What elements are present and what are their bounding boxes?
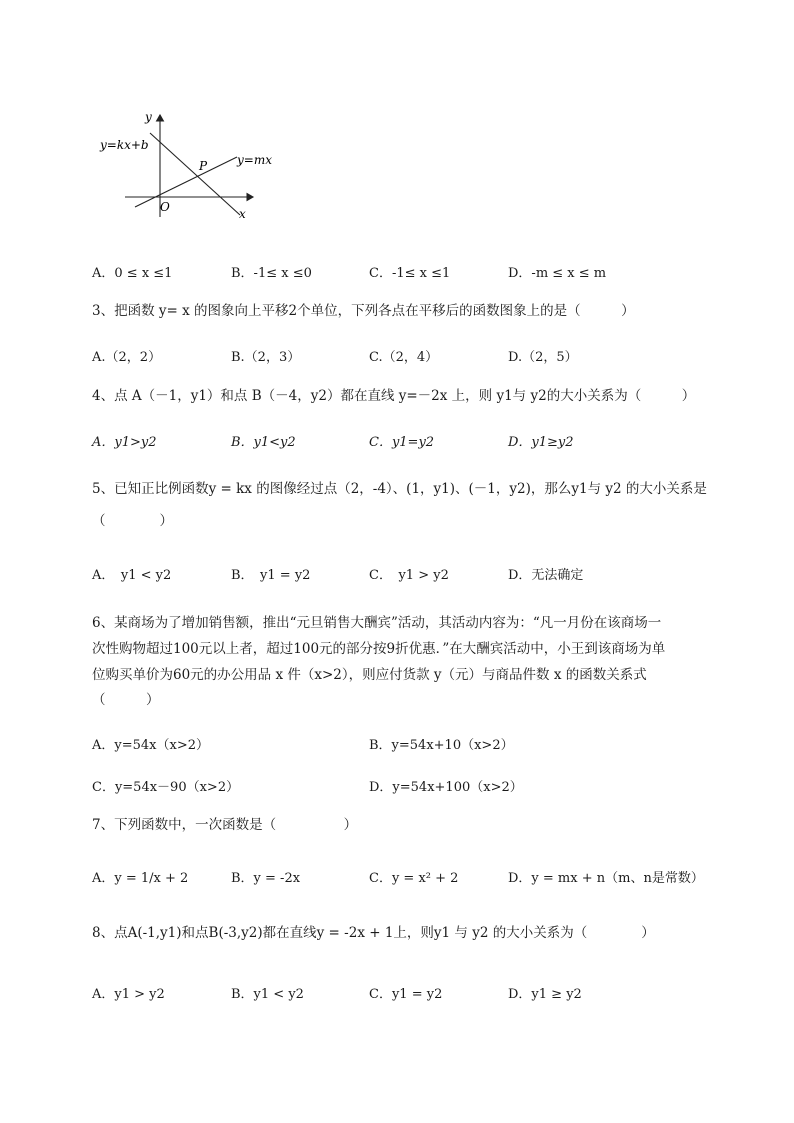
q3-option-b[interactable]: B.（2，3） bbox=[231, 350, 301, 365]
q4-option-a[interactable]: A．y1>y2 bbox=[92, 435, 157, 450]
q7-option-d[interactable]: D．y = mx + n（m、n是常数） bbox=[508, 871, 704, 886]
q6-option-d[interactable]: D．y=54x+100（x>2） bbox=[369, 780, 523, 795]
q8-option-a[interactable]: A．y1 > y2 bbox=[92, 987, 165, 1002]
q6-options-row2 bbox=[92, 776, 742, 798]
x-axis-label: x bbox=[239, 207, 246, 221]
point-p-label: P bbox=[199, 159, 208, 173]
line-mx bbox=[135, 157, 237, 207]
q6-options-row1 bbox=[92, 734, 742, 756]
q3-stem: 3、把函数 y= x 的图象向上平移2个单位，下列各点在平移后的函数图象上的是（ ） bbox=[92, 303, 635, 319]
q7-option-c[interactable]: C．y = x² + 2 bbox=[369, 871, 459, 886]
q8-option-d[interactable]: D．y1 ≥ y2 bbox=[508, 987, 582, 1002]
q3-option-a[interactable]: A.（2，2） bbox=[92, 350, 162, 365]
q5-option-c[interactable]: C． y1 > y2 bbox=[369, 568, 449, 583]
y-axis-label: y bbox=[145, 110, 152, 124]
q5-stem: 5、已知正比例函数y = kx 的图像经过点（2，-4）、(1，y1)、(－1，y2)，那么y1与 y2 的大小关系是 bbox=[92, 481, 707, 497]
q2-option-b[interactable]: B．-1≤ x ≤0 bbox=[231, 266, 312, 281]
q8-option-b[interactable]: B．y1 < y2 bbox=[231, 987, 304, 1002]
q4-option-b[interactable]: B．y1<y2 bbox=[231, 435, 296, 450]
q5-option-a[interactable]: A． y1 < y2 bbox=[92, 568, 172, 583]
q7-stem: 7、下列函数中，一次函数是（ ） bbox=[92, 817, 358, 833]
line1-label: y=kx+b bbox=[100, 138, 149, 152]
q7-option-a[interactable]: A．y = 1/x + 2 bbox=[92, 871, 189, 886]
line2-label: y=mx bbox=[237, 153, 272, 167]
q2-option-d[interactable]: D．-m ≤ x ≤ m bbox=[508, 266, 607, 281]
q4-options bbox=[92, 431, 742, 453]
q6-answer-paren: （ ） bbox=[92, 692, 160, 708]
q2-options bbox=[92, 262, 742, 284]
q4-option-d[interactable]: D．y1≥y2 bbox=[508, 435, 574, 450]
q8-options bbox=[92, 983, 742, 1005]
q5-options bbox=[92, 564, 742, 586]
q8-option-c[interactable]: C．y1 = y2 bbox=[369, 987, 443, 1002]
q6-option-b[interactable]: B．y=54x+10（x>2） bbox=[369, 738, 514, 753]
q6-line-2: 次性购物超过100元以上者，超过100元的部分按9折优惠．”在大酬宾活动中，小王到该商场为单 bbox=[92, 641, 666, 657]
q7-option-b[interactable]: B．y = -2x bbox=[231, 871, 301, 886]
q5-option-d[interactable]: D．无法确定 bbox=[508, 568, 584, 583]
q4-option-c[interactable]: C．y1=y2 bbox=[369, 435, 435, 450]
q5-option-b[interactable]: B． y1 = y2 bbox=[231, 568, 311, 583]
q2-option-a[interactable]: A．0 ≤ x ≤1 bbox=[92, 266, 173, 281]
q4-stem: 4、点 A（－1，y1）和点 B（－4，y2）都在直线 y=－2x 上，则 y1与 y2的大小关系为（ ） bbox=[92, 388, 696, 404]
q6-line-1: 6、某商场为了增加销售额，推出“元旦销售大酬宾”活动，其活动内容为：“凡一月份在该商场一 bbox=[92, 615, 662, 631]
q8-stem: 8、点A(-1,y1)和点B(-3,y2)都在直线y = -2x + 1上，则y1 与 y2 的大小关系为（ ） bbox=[92, 925, 655, 941]
q3-options bbox=[92, 346, 742, 368]
origin-label: O bbox=[160, 200, 170, 214]
q3-option-d[interactable]: D.（2，5） bbox=[508, 350, 578, 365]
q3-option-c[interactable]: C.（2，4） bbox=[369, 350, 439, 365]
q6-option-c[interactable]: C．y=54x－90（x>2） bbox=[92, 780, 240, 795]
q2-option-c[interactable]: C．-1≤ x ≤1 bbox=[369, 266, 451, 281]
q7-options bbox=[92, 867, 742, 889]
q6-option-a[interactable]: A．y=54x（x>2） bbox=[92, 738, 209, 753]
q5-answer-paren: （ ） bbox=[92, 513, 173, 529]
coordinate-figure bbox=[95, 105, 285, 230]
q6-line-3: 位购买单价为60元的办公用品 x 件（x>2），则应付货款 y（元）与商品件数 x 的函数关系式 bbox=[92, 667, 647, 683]
